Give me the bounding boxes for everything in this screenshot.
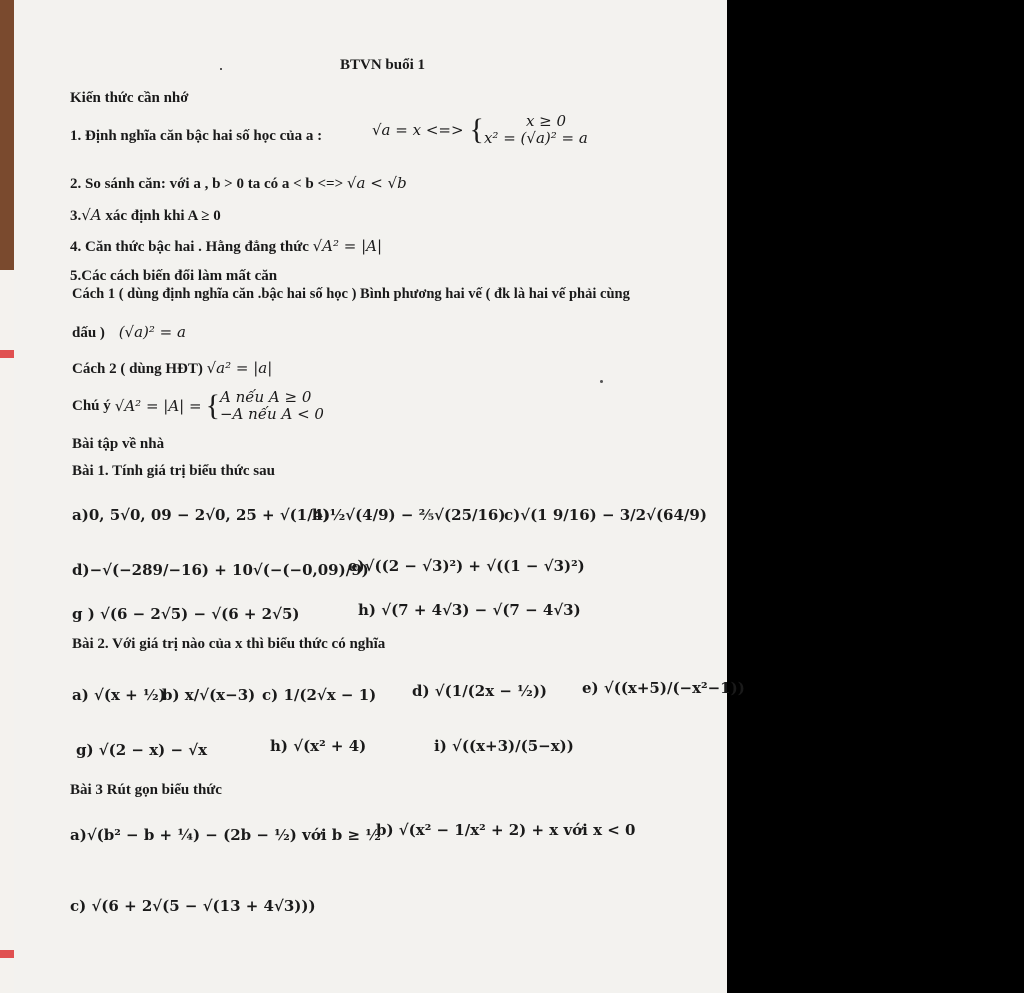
note-line [72,386,324,426]
bai2-i: i) √((x+3)/(5−x)) [434,737,574,755]
homework-heading: Bài tập về nhà [72,436,165,452]
definition-cases [484,113,588,147]
case-condition: x ≥ 0 [525,112,567,130]
way1-line2 [72,322,186,343]
bai3-c: c) √(6 + 2√(5 − √(13 + 4√3))) [70,897,316,915]
curly-brace: { [205,389,220,422]
bai1-b: b)½√(4/9) − ⅖√(25/16) [312,506,506,524]
bai3-heading: Bài 3 Rút gọn biểu thức [70,782,222,798]
bai2-a: a) √(x + ½) [72,686,166,704]
bai2-c: c) 1/(2√x − 1) [262,686,377,704]
bai2-b: b) x/√(x−3) [162,686,256,704]
bai2-e: e) √((x+5)/(−x²−1)) [582,679,745,697]
way1-label: dấu ) [72,325,105,341]
identity-label: 4. Căn thức bậc hai . Hằng đẳng thức [70,239,309,255]
note-cases [220,389,324,423]
domain-text: xác định khi A ≥ 0 [105,208,221,224]
bai1-a: a)0, 5√0, 09 − 2√0, 25 + √(1/4) [72,506,331,524]
definition-formula [372,110,588,150]
note-formula: √A² = |A| = [114,397,202,415]
bai1-c: c)√(1 9/16) − 3/2√(64/9) [504,506,707,524]
note-case-negative: −A nếu A < 0 [219,405,324,423]
bai2-g: g) √(2 − x) − √x [76,741,208,759]
bai2-heading: Bài 2. Với giá trị nào của x thì biểu thức có nghĩa [72,636,386,652]
definition-label: 1. Định nghĩa căn bậc hai số học của a : [70,128,323,144]
transform-heading: 5.Các cách biến đổi làm mất căn [70,268,278,284]
page-title: BTVN buổi 1 [340,57,426,73]
compare-roots-formula: √a < √b [346,174,407,192]
bai3-b: b) √(x² − 1/x² + 2) + x với x < 0 [376,821,636,839]
way2-label: Cách 2 ( dùng HĐT) [72,361,203,377]
domain-formula: √A [81,206,102,224]
bai2-d: d) √(1/(2x − ½)) [412,682,548,700]
curly-brace: { [469,113,484,146]
paper-speck [600,380,603,383]
way2-formula: √a² = |a| [206,359,273,377]
bai1-d: d)−√(−289/−16) + 10√(−(−0,09)/9) [72,561,369,579]
bai3-a: a)√(b² − b + ¼) − (2b − ½) với b ≥ ½ [70,826,381,844]
paper-speck [220,68,222,70]
way1-line1: Cách 1 ( dùng định nghĩa căn .bậc hai số học ) Bình phương hai vế ( đk là hai vế phải cùng [72,286,630,302]
case-equation: x² = (√a)² = a [483,129,588,147]
note-label: Chú ý [72,398,111,414]
bai1-heading: Bài 1. Tính giá trị biểu thức sau [72,463,275,479]
compare-roots-label: 2. So sánh căn: với a , b > 0 ta có a < b <=> [70,176,344,192]
bai1-e: e)√((2 − √3)²) + √((1 − √3)²) [348,557,585,575]
identity-formula: √A² = |A| [312,237,383,255]
compare-roots-line [70,173,407,194]
way1-formula: (√a)² = a [118,323,186,341]
bai2-h: h) √(x² + 4) [270,737,367,755]
note-case-positive: A nếu A ≥ 0 [219,388,312,406]
knowledge-heading: Kiến thức cần nhớ [70,90,189,106]
worksheet-page [14,0,745,993]
identity-line [70,236,382,257]
bai1-h: h) √(7 + 4√3) − √(7 − 4√3) [358,601,581,619]
way2-line [72,358,272,379]
bai1-g: g ) √(6 − 2√5) − √(6 + 2√5) [72,605,300,623]
domain-line [70,205,221,226]
domain-number: 3. [70,208,82,224]
definition-lhs: √a = x <=> [372,121,464,139]
